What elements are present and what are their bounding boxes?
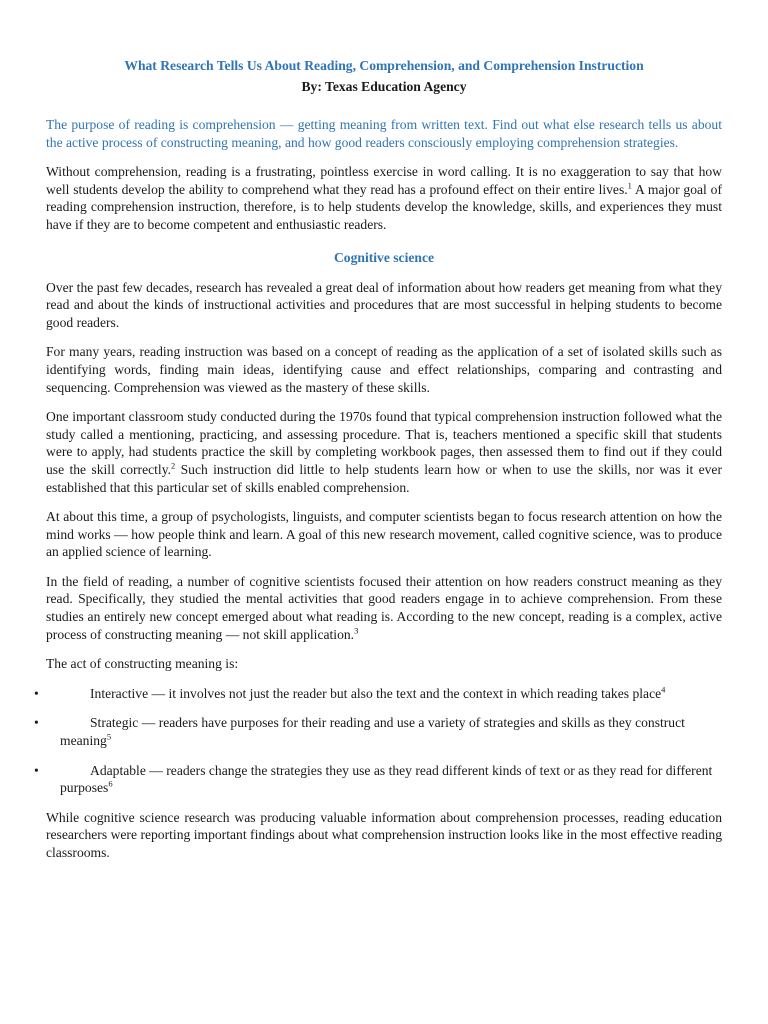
paragraph-6-text: In the field of reading, a number of cognitive scientists focused their attention on how readers construct meaning as they read. Specifically, they studied the mental activities that good readers engage in to achieve comprehension. From these studies an entirely new concept emerged about what reading is. According to the new concept, reading is a complex, active process of constructing meaning — not skill application. <box>46 573 722 642</box>
paragraph-5: At about this time, a group of psychologists, linguists, and computer scientists began to focus research attention on how the mind works — how people think and learn. A goal of this new research movement, called cognitive science, was to produce an applied science of learning. <box>46 509 722 560</box>
bullet-icon: • <box>34 762 39 778</box>
paragraph-6 <box>46 573 722 643</box>
paragraph-4-text-b: Such instruction did little to help students learn how or when to use the skills, nor was it ever established that this particular set of skills enabled comprehension. <box>46 461 722 495</box>
footnote-6: 6 <box>108 778 113 789</box>
intro-paragraph: The purpose of reading is comprehension — getting meaning from written text. Find out what else research tells us about the active process of constructing meaning, and how good readers consciously employing comprehension strategies. <box>46 117 722 150</box>
footnote-3: 3 <box>354 625 359 636</box>
footnote-4: 4 <box>661 684 666 695</box>
list-item-text <box>60 714 722 749</box>
list-item <box>34 762 722 797</box>
paragraph-4 <box>46 408 722 496</box>
paragraph-1-text-a: Without comprehension, reading is a frustrating, pointless exercise in word calling. It is no exaggeration to say that how well students develop the ability to comprehend what they read has a profound effect on their entire lives. <box>46 164 722 197</box>
paragraph-3: For many years, reading instruction was based on a concept of reading as the application of a set of isolated skills such as identifying words, finding main ideas, identifying cause and effect relationships, comparing and contrasting and sequencing. Comprehension was viewed as the mastery of these skills. <box>46 344 722 395</box>
bullet-icon: • <box>34 715 39 731</box>
list-item-label: Strategic — readers have purposes for their reading and use a variety of strategies and skills as they construct meaning <box>60 715 685 749</box>
list-item-label: Interactive — it involves not just the reader but also the text and the context in which reading takes place <box>90 685 662 701</box>
list-item-text <box>60 685 722 703</box>
list-item <box>34 714 722 749</box>
paragraph-7: The act of constructing meaning is: <box>46 656 239 672</box>
document-page <box>34 57 722 862</box>
list-item-text <box>60 762 722 797</box>
section-heading-cognitive-science: Cognitive science <box>333 249 435 265</box>
paragraph-1-text-b: A major goal of reading comprehension instruction, therefore, is to help students develop the knowledge, skills, and experiences they must have if they are to become competent and enthusiastic readers. <box>46 181 722 232</box>
paragraph-2: Over the past few decades, research has revealed a great deal of information about how readers get meaning from what they read and about the kinds of instructional activities and procedures that are most successful in helping students to become good readers. <box>46 279 722 330</box>
paragraph-1 <box>46 163 722 233</box>
footnote-2: 2 <box>171 460 176 471</box>
bullet-icon: • <box>34 685 39 701</box>
paragraph-4-text-a: One important classroom study conducted during the 1970s found that typical comprehension instruction followed what the study called a mentioning, practicing, and assessing procedure. That is, teachers mentioned a specific skill that students were to apply, had students practice the skill by completing workbook pages, then assessed them to find out if they could use the skill correctly. <box>46 409 722 477</box>
bullet-list <box>34 684 722 797</box>
document-byline: By: Texas Education Agency <box>301 79 467 94</box>
paragraph-8: While cognitive science research was producing valuable information about comprehension processes, reading education researchers were reporting important findings about what comprehension instruction looks like in the most effective reading classrooms. <box>46 809 722 860</box>
footnote-1: 1 <box>627 180 632 191</box>
footnote-5: 5 <box>106 731 112 742</box>
list-item-label: Adaptable — readers change the strategies they use as they read different kinds of text or as they read for different purposes <box>60 762 713 796</box>
document-title: What Research Tells Us About Reading, Comprehension, and Comprehension Instruction <box>124 58 644 73</box>
list-item <box>34 684 722 703</box>
